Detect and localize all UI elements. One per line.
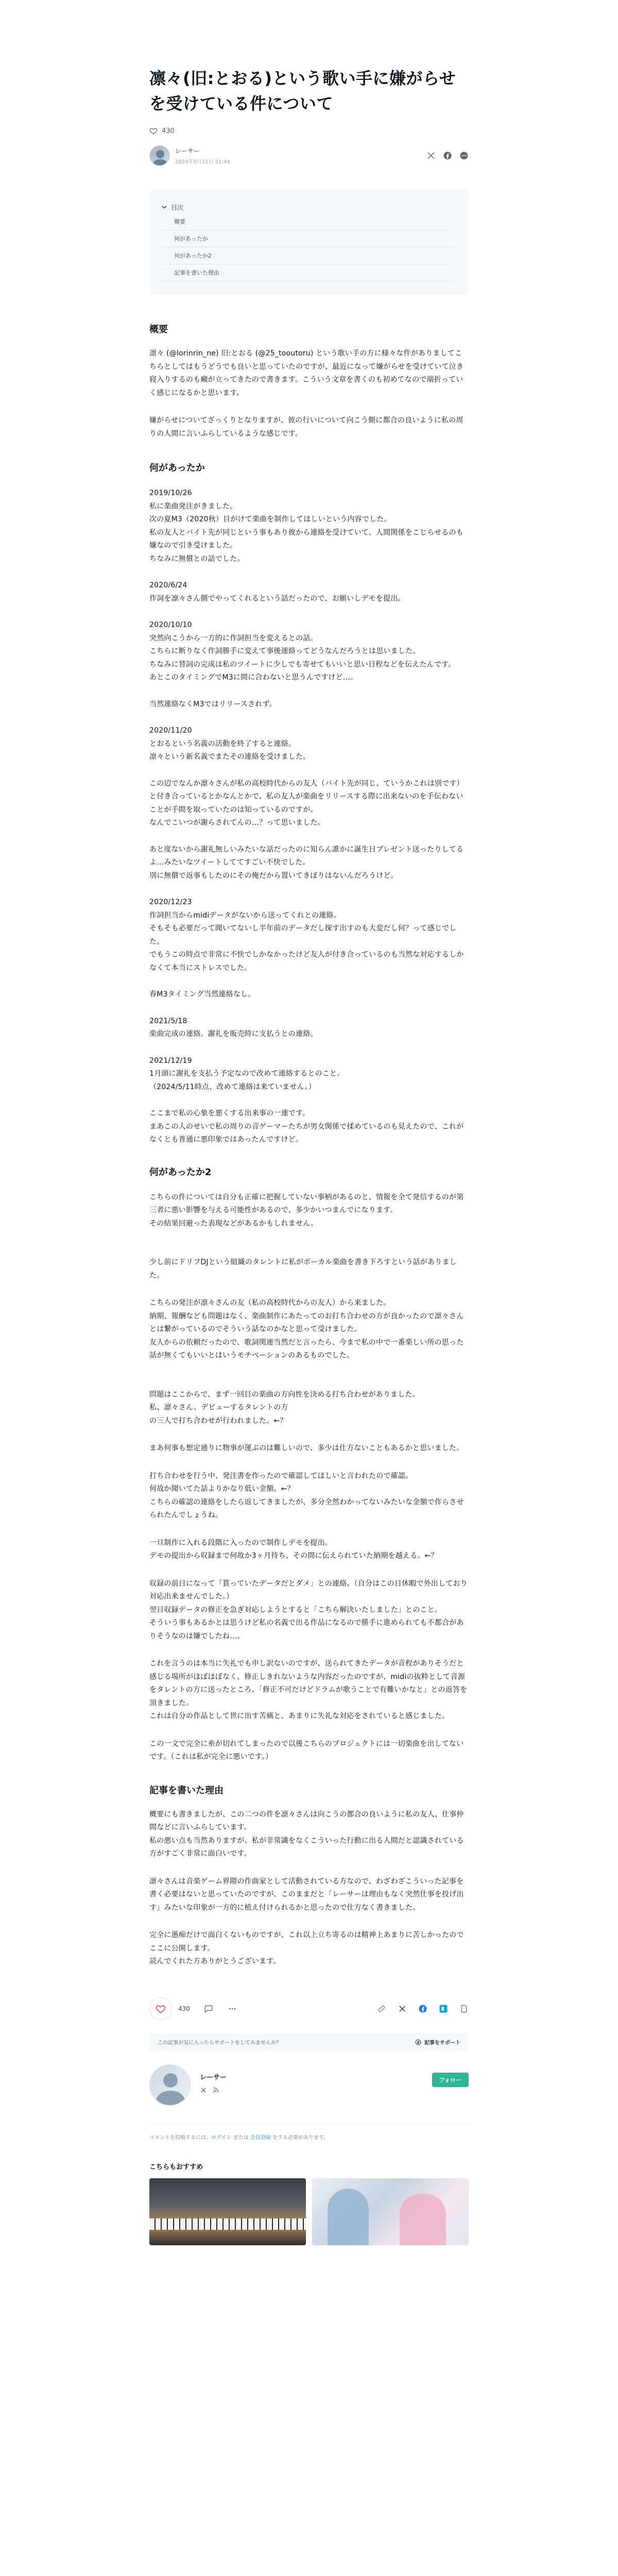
- paragraph: 少し前にドリフDJという組織のタレントに私がボーカル楽曲を書き下ろすという話がありました。: [149, 1258, 457, 1280]
- facebook-share-icon[interactable]: [443, 151, 452, 160]
- recommend-thumbnail: [312, 2178, 469, 2245]
- paragraph: 収録の前日になって「貰っていたデータだとダメ」との連絡。（自分はこの日休暇で外出しており対応出来ませんでした。） 翌日収録データの修正を急ぎ対応しようとすると「こちら解決いたしました」とのこと。 そういう事もあるかとは思うけど私の名義で出る作品になるので勝手に進められても不都合がありそうなのは嫌でしたね…。: [149, 1579, 468, 1640]
- section-what-happened: [149, 461, 469, 1147]
- more-icon[interactable]: [227, 2004, 237, 2014]
- like-button[interactable]: [149, 1997, 172, 2020]
- like-count-bottom: 430: [178, 2005, 190, 2012]
- bookmark-icon[interactable]: [459, 2004, 469, 2013]
- article-title: 凛々(旧:とおる)という歌い手に嫌がらせを受けている件について: [149, 69, 456, 113]
- paragraph: 凛々 (@lorinrin_ne) 旧:とおる (@25_tooutoru) という歌い手の方に様々な件がありましてこちらとしてはもうどうでも良いと思っていたのですが、最近になって嫌がらせを受けていて泣き寝入りするのも癪が立ってきたので書きます。こういう文章を書くのも初めてなので端折っていく感じになるかと思います。: [149, 349, 464, 397]
- section-reason: [149, 1784, 469, 1969]
- paragraph: この辺でなんか凛々さんが私の高校時代からの友人（バイト先が同じ、ていうかこれは別です）と付き合っているとかなんとかで、私の友人が楽曲をリリースする際に出来ないのを手伝わないことが手間を取っていたのは知っているのですが。 なんでこいつが謝らされてんの…？って思いました。: [149, 779, 464, 827]
- paragraph: 2021/12/19 1月頭に謝礼を支払う予定なので改めて連絡するとのこと。 （2024/5/11時点、改めて連絡は来ていません。）: [149, 1056, 345, 1091]
- like-count: 430: [162, 127, 175, 135]
- paragraph: 2020/6/24 作詞を凛々さん側でやってくれるという話だったので、お願いしデモを提出。: [149, 581, 405, 603]
- action-icons: [203, 2004, 237, 2014]
- paragraph: 嫌がらせについてざっくりとなりますが、彼の行いについて向こう側に都合の良いように私の周りの人間に言いふらしているような感じです。: [149, 416, 464, 438]
- publish-date: 2024年5月11日 21:44: [175, 159, 230, 165]
- table-of-contents: [149, 190, 469, 295]
- comment-note-pre: コメントを投稿するには、: [149, 2134, 211, 2141]
- support-box: [149, 2033, 469, 2051]
- link-icon[interactable]: [377, 2004, 386, 2013]
- rss-icon[interactable]: [212, 2087, 219, 2094]
- paragraph: こちらの発注が凛々さんの友（私の高校時代からの友人）から来ました。 納期、報酬なども問題はなく、楽曲制作にあたってのお打ち合わせの方が良かったので凛々さんとは繋がっているのでそういう話なのかなと思って受けました。 友人からの依頼だったので、歌詞関連当然だと言ったら、今まで私の中で一番楽しい所の思った話が無くてもいいとはいうモチベーションのあるものでした。: [149, 1299, 464, 1360]
- author-row: [149, 144, 469, 167]
- author-name[interactable]: レーサー: [175, 147, 200, 155]
- support-prompt: この記事が気に入ったらサポートをしてみませんか？: [158, 2040, 281, 2046]
- login-link[interactable]: ログイン: [211, 2134, 232, 2141]
- share-actions: [377, 2004, 469, 2013]
- toc-toggle[interactable]: [162, 201, 453, 213]
- comment-note: [149, 2123, 469, 2141]
- paragraph: 2020/12/23 作詞担当からmidiデータがないから送ってくれとの連絡。 そもそも必要だって聞いてないし半年前のデータだし探す出すのも大変だし何？って感じでした。 でもうこの時点で非常に不快でしかなかったけど友人が付き合っているのも当然な対応するしかなくて本当にストレスでした。: [149, 898, 464, 972]
- paragraph: こちらの件については自分も正確に把握していない事柄があるのと、情報を全て発信するのが第三者に悪い影響を与える可能性があるので、多少かいつまんでになります。 その結果回避った表現などがあるかもしれません。: [149, 1193, 464, 1228]
- x-profile-icon[interactable]: [200, 2087, 207, 2094]
- heart-icon[interactable]: [149, 127, 158, 135]
- toc-item-overview[interactable]: 概要: [162, 213, 453, 230]
- toc-item-what[interactable]: 何があったか: [162, 230, 453, 247]
- recommend-thumbnail: [149, 2178, 306, 2245]
- paragraph: 凛々さんは音楽ゲーム界隈の作曲家として活動されている方なので、わざわざこういった記事を書く必要はないと思っていたのですが、このままだと「レーサーは理由もなく突然仕事を投げ出す」みたいな印象が一方的に植え付けられるかと思ったので仕方なく書きました。: [149, 1877, 464, 1912]
- coin-icon: [415, 2039, 421, 2045]
- comment-note-post: をする必要があります。: [270, 2134, 329, 2141]
- paragraph: 一旦制作に入れる段階に入ったので制作しデモを提出。 デモの提出から収録まで何故か3ヶ月待ち、その間に伝えられていた納期を越える。←？: [149, 1538, 438, 1560]
- paragraph: 2019/10/26 私に楽曲発注がきました。 次の夏M3（2020秋）目がけて楽曲を制作してほしいという内容でした。 私の友人とバイト先が同じという事もあり彼から連絡を受けていて、人間関係をこじらせるのも嫌なので引き受けました。 ちなみに無償との話でした。: [149, 489, 464, 563]
- section-overview: [149, 323, 469, 440]
- recommend-title: こちらもおすすめ: [149, 2163, 203, 2171]
- like-row: [149, 127, 469, 135]
- x-share-icon[interactable]: [426, 151, 436, 160]
- author-card-meta: [200, 2064, 432, 2094]
- author-card-name[interactable]: レーサー: [200, 2073, 227, 2081]
- paragraph: 概要にも書きましたが、この二つの件を凛々さんは向こうの都合の良いように私の友人、仕事仲間などに言いふらしています。 私の悪い点も当然ありますが、私が非常識をなくこういった行動に出る人間だと認識されている方がすごく非常に面白いです。: [149, 1810, 464, 1858]
- author-card: [149, 2064, 469, 2106]
- paragraph: これを言うのは本当に失礼でも申し訳ないのですが、送られてきたデータが音程がありそうだと感じる場所がほぼほぼなく、修正しきれないような内容だったのですが、midiの抜粋として音源をタレントの方に送ったところ、「修正不可だけどドラムが歌うことで有難いかなと」との返答を頂きました。 これは自分の作品として世に出す苦痛と、あまりに失礼な対応をされていると感じました。: [149, 1659, 468, 1720]
- toc-title: 目次: [171, 204, 184, 211]
- paragraph: 打ち合わせを行う中、発注書を作ったので確認してほしいと言われたので確認。 何故か聞いてた話よりかなり低い金額。←？ こちらの確認の連絡をしたら返してきましたが、多分全然わかってないみたいな金額で作らさせられたんでしょうね。: [149, 1471, 464, 1519]
- paragraph: 2020/11/20 とおるという名義の活動を終了すると連絡。 凛々という新名義でまたその連絡を受けました。: [149, 726, 311, 761]
- paragraph: 2020/10/10 突然向こうから一方的に作詞担当を変えるとの話。 こちらに断りなく作詞勝手に変えて事後連絡ってどうなんだろうとは思いました。 ちなみに替詞の完成は私のツイートに少しでも寄せてもいいと思い日程などを伝えたんです。 あとこのタイミングでM3に間に合わないと思うんですけど…。: [149, 621, 456, 682]
- author-meta: [175, 146, 426, 165]
- toc-item-reason[interactable]: 記事を書いた理由: [162, 264, 453, 281]
- comment-note-mid: または: [231, 2134, 250, 2141]
- paragraph: あと度ないから謝礼無しいみたいな話だったのに知らん誰かに誕生日プレゼント送ったりしてるよ…みたいなツイートしててすごい不快でした。 別に無償で返事もしたのにその俺だから置いてきぼりはないんだろうけど。: [149, 845, 464, 880]
- hatena-bookmark-icon[interactable]: [439, 2004, 448, 2013]
- author-social-links: [200, 2087, 432, 2094]
- paragraph: 2021/5/18 楽曲完成の連絡。謝礼を販売時に支払うとの連絡。: [149, 1016, 318, 1038]
- support-button[interactable]: [415, 2038, 460, 2046]
- action-bar: [149, 1997, 469, 2020]
- share-icons: [426, 151, 469, 160]
- support-button-label: 記事をサポート: [424, 2040, 460, 2046]
- section-what-happened-2: [149, 1165, 469, 1764]
- x-share-icon[interactable]: [398, 2004, 407, 2013]
- follow-button[interactable]: フォロー: [432, 2073, 469, 2087]
- section-heading: 記事を書いた理由: [149, 1785, 224, 1796]
- paragraph: 春M3タイミング当然連絡なし。: [149, 990, 255, 998]
- paragraph: 問題はここからで、まず一回目の楽曲の方向性を決める打ち合わせがありました。 私、凛々さん、デビューするタレントの方 の三人で打ち合わせが行われました。←？: [149, 1390, 420, 1425]
- paragraph: この一文で完全に糸が切れてしまったので以後こちらのプロジェクトには一切楽曲を出してないです。（これは私が完全に悪いです。）: [149, 1739, 464, 1761]
- paragraph: ここまで私の心象を悪くする出来事の一連です。 まあこの人のせいで私の周りの音ゲーマーたちが男女関係で揉めているのも見えたので、これがなくとも普通に悪印象ではあったんですけど。: [149, 1109, 464, 1144]
- toc-item-what2[interactable]: 何があったか2: [162, 247, 453, 264]
- recommend-card[interactable]: [149, 2178, 306, 2245]
- recommend-list: [149, 2178, 469, 2245]
- author-avatar[interactable]: [149, 145, 170, 166]
- comment-icon[interactable]: [203, 2004, 214, 2014]
- signup-link[interactable]: 会員登録: [250, 2134, 271, 2141]
- author-avatar-large[interactable]: [149, 2064, 191, 2106]
- article: [149, 0, 469, 2245]
- section-heading: 何があったか: [149, 463, 205, 473]
- paragraph: まあ何事も想定通りに物事が運ぶのは難しいので、多少は仕方ないこともあるかと思いました。: [149, 1444, 464, 1452]
- facebook-share-icon[interactable]: [418, 2004, 427, 2013]
- paragraph: 完全に愚痴だけで面白くないものですが、これ以上立ち寄るのは精神上あまりに苦しかったのでここに公開します。 読んでくれた方ありがとうございます。: [149, 1931, 464, 1965]
- more-icon[interactable]: [459, 151, 469, 160]
- heart-icon: [156, 2004, 166, 2014]
- section-heading: 概要: [149, 324, 168, 335]
- section-heading: 何があったか2: [149, 1166, 212, 1178]
- chevron-down-icon: [162, 205, 167, 210]
- recommend-card[interactable]: [312, 2178, 469, 2245]
- paragraph: 当然連絡なくM3ではリリースされず。: [149, 700, 277, 708]
